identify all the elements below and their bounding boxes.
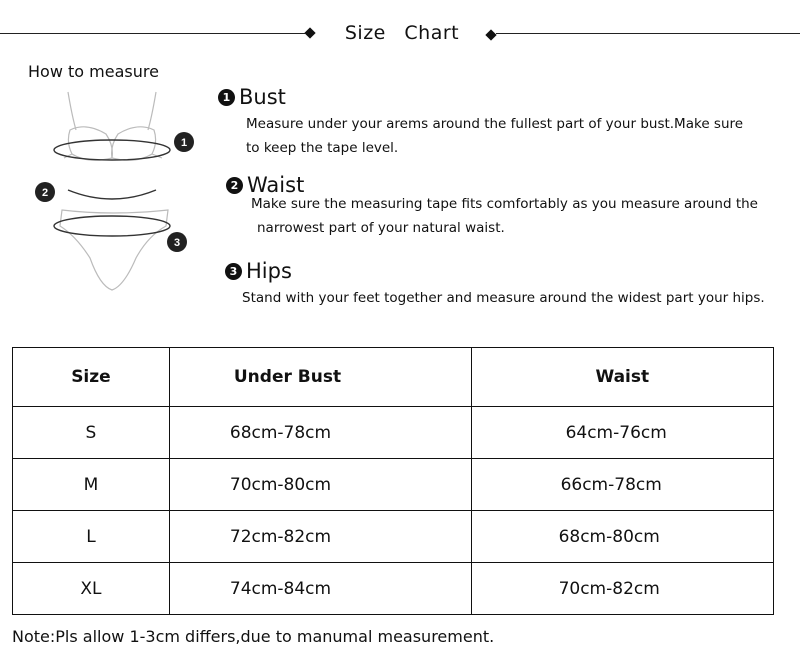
cell-waist: 64cm-76cm — [471, 407, 773, 459]
measurement-note: Note:Pls allow 1-3cm differs,due to manumal measurement. — [12, 627, 495, 646]
diamond-icon — [304, 27, 315, 38]
table-row — [13, 563, 774, 615]
cell-size: S — [13, 407, 170, 459]
svg-text:3: 3 — [173, 237, 181, 249]
table-row — [13, 459, 774, 511]
cell-waist: 70cm-82cm — [471, 563, 773, 615]
step-bust-description — [246, 112, 743, 160]
cell-size: M — [13, 459, 170, 511]
step-hips — [225, 259, 292, 283]
step-number-badge: 1 — [218, 89, 235, 106]
header-rule-right — [496, 33, 800, 34]
column-header-size: Size — [13, 348, 170, 407]
step-number-badge: 3 — [225, 263, 242, 280]
description-line: narrowest part of your natural waist. — [257, 220, 505, 236]
cell-under-bust: 72cm-82cm — [169, 511, 471, 563]
size-table — [12, 347, 774, 615]
step-title: Waist — [247, 173, 305, 197]
step-waist-description — [251, 192, 758, 240]
description-line: Make sure the measuring tape fits comfortably as you measure around the — [251, 196, 758, 212]
header-rule-left — [0, 33, 305, 34]
description-line: Stand with your feet together and measure around the widest part your hips. — [242, 290, 765, 306]
cell-size: L — [13, 511, 170, 563]
cell-size: XL — [13, 563, 170, 615]
diamond-icon — [485, 29, 496, 40]
table-row — [13, 511, 774, 563]
description-line: to keep the tape level. — [246, 140, 399, 156]
bikini-measurement-illustration — [28, 86, 208, 296]
cell-under-bust: 68cm-78cm — [169, 407, 471, 459]
step-hips-description — [242, 286, 765, 310]
column-header-under-bust: Under Bust — [169, 348, 471, 407]
cell-waist: 66cm-78cm — [471, 459, 773, 511]
table-row — [13, 407, 774, 459]
how-to-measure-label: How to measure — [28, 62, 159, 81]
cell-under-bust: 74cm-84cm — [169, 563, 471, 615]
cell-under-bust: 70cm-80cm — [169, 459, 471, 511]
page-title: Size Chart — [344, 22, 460, 44]
svg-text:2: 2 — [41, 187, 49, 199]
step-title: Bust — [239, 85, 286, 109]
column-header-waist: Waist — [471, 348, 773, 407]
cell-waist: 68cm-80cm — [471, 511, 773, 563]
description-line: Measure under your arems around the fullest part of your bust.Make sure — [246, 116, 744, 132]
step-title: Hips — [246, 259, 292, 283]
step-bust — [218, 85, 286, 109]
table-header-row — [13, 348, 774, 407]
step-number-badge: 2 — [226, 177, 243, 194]
svg-text:1: 1 — [180, 137, 188, 149]
